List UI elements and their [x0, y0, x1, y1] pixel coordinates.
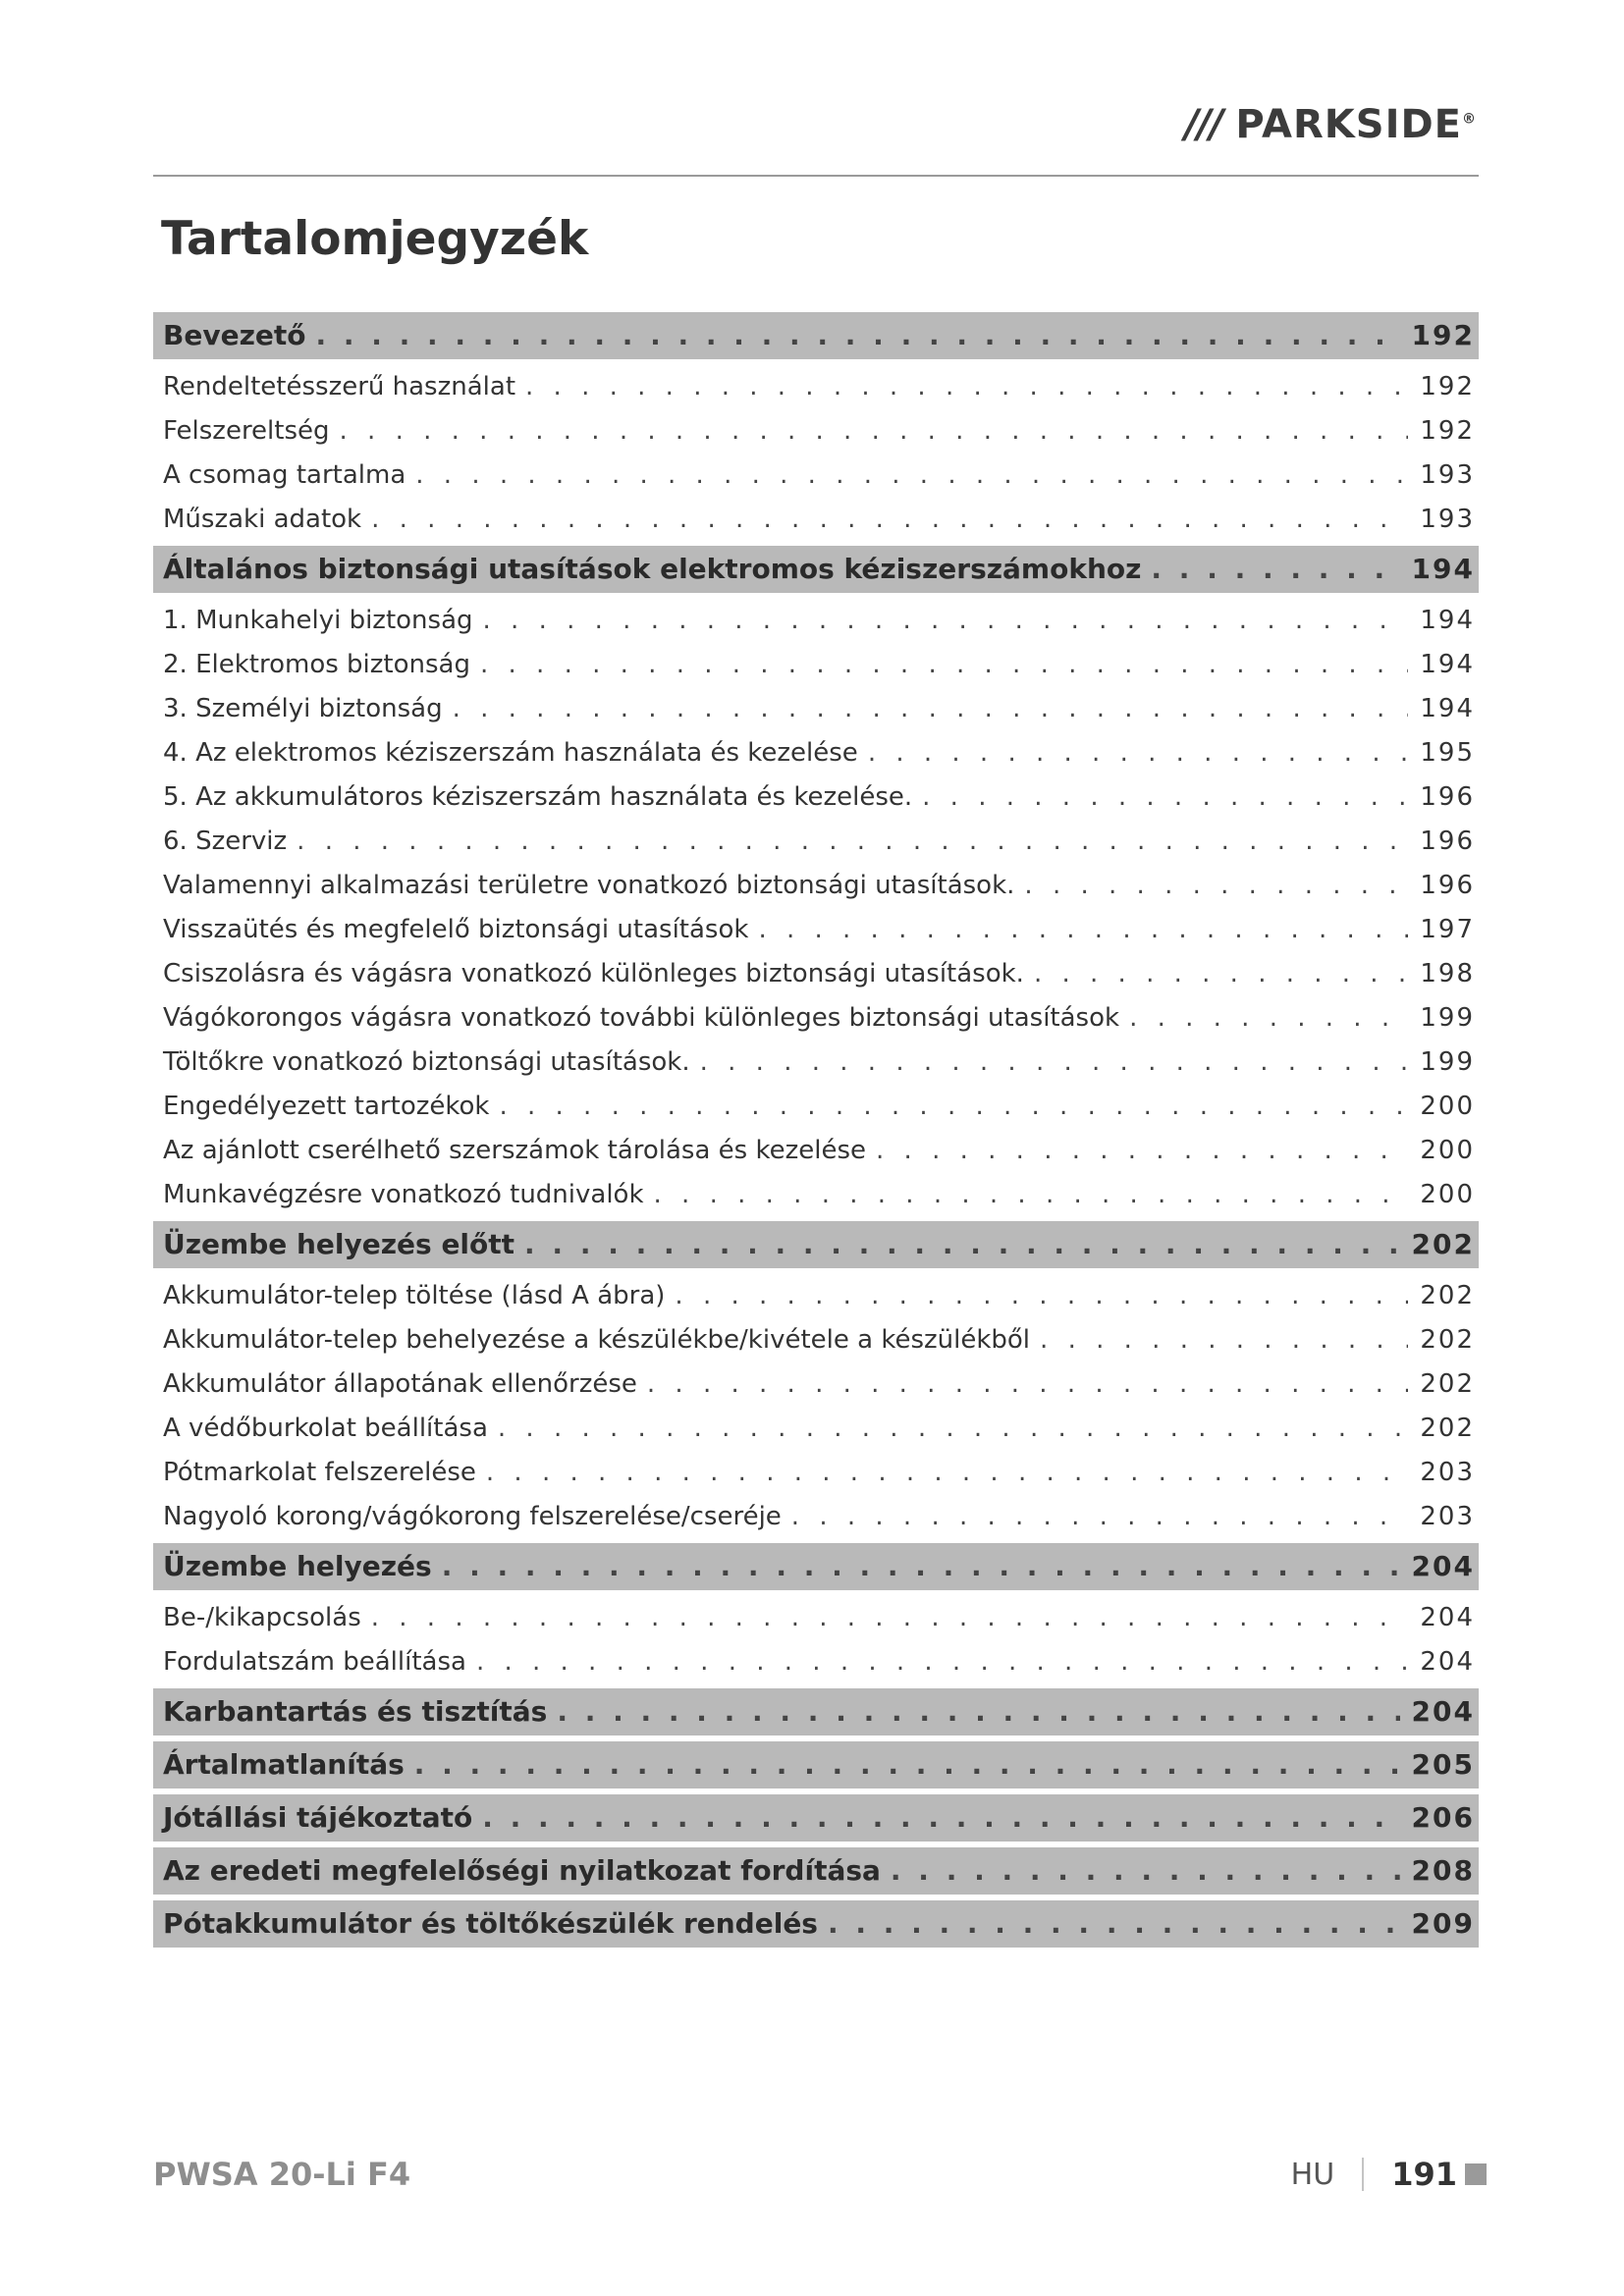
- toc-entry[interactable]: [153, 1274, 1479, 1318]
- toc-label: A védőburkolat beállítása: [163, 1414, 488, 1443]
- toc-dot-leader: [647, 1362, 1408, 1407]
- toc-page-number: 193: [1420, 505, 1475, 534]
- toc-page-number: 192: [1420, 416, 1475, 446]
- toc-entry[interactable]: [153, 365, 1479, 409]
- toc-page-number: 200: [1420, 1180, 1475, 1209]
- toc-dot-leader: [482, 1794, 1399, 1842]
- toc-label: 1. Munkahelyi biztonság: [163, 606, 473, 635]
- brand-name: PARKSIDE: [1235, 102, 1462, 147]
- toc-entry[interactable]: [153, 1041, 1479, 1085]
- toc-page-number: 204: [1420, 1603, 1475, 1632]
- toc-dot-leader: [453, 687, 1409, 731]
- toc-page-number: 209: [1411, 1907, 1475, 1940]
- toc-label: Műszaki adatok: [163, 505, 362, 534]
- toc-entry[interactable]: [153, 498, 1479, 542]
- toc-dot-leader: [525, 365, 1408, 409]
- toc-label: Bevezető: [163, 319, 306, 351]
- toc-page-number: 202: [1411, 1228, 1475, 1260]
- toc-label: Ártalmatlanítás: [163, 1748, 405, 1781]
- toc-label: Karbantartás és tisztítás: [163, 1695, 548, 1728]
- toc-label: Üzembe helyezés: [163, 1550, 432, 1582]
- toc-dot-leader: [499, 1085, 1408, 1129]
- toc-label: 6. Szerviz: [163, 827, 288, 856]
- toc-dot-leader: [791, 1495, 1409, 1539]
- toc-section[interactable]: [153, 1900, 1479, 1948]
- toc-entry[interactable]: [153, 1173, 1479, 1217]
- toc-dot-leader: [297, 820, 1408, 864]
- toc-page-number: 204: [1411, 1550, 1475, 1582]
- toc-entry[interactable]: [153, 1362, 1479, 1407]
- toc-dot-leader: [758, 908, 1408, 952]
- toc-entry[interactable]: [153, 643, 1479, 687]
- toc-label: Üzembe helyezés előtt: [163, 1228, 515, 1260]
- toc-label: Pótakkumulátor és töltőkészülék rendelés: [163, 1907, 818, 1940]
- toc-label: Akkumulátor-telep behelyezése a készülékbe/kivétele a készülékből: [163, 1325, 1031, 1355]
- toc-dot-leader: [1040, 1318, 1408, 1362]
- toc-page-number: 192: [1420, 372, 1475, 401]
- toc-label: 5. Az akkumulátoros kéziszerszám használata és kezelése.: [163, 782, 913, 812]
- toc-label: Munkavégzésre vonatkozó tudnivalók: [163, 1180, 644, 1209]
- toc-label: Be-/kikapcsolás: [163, 1603, 361, 1632]
- toc-section[interactable]: [153, 312, 1479, 359]
- toc-page-number: 203: [1420, 1502, 1475, 1531]
- toc-dot-leader: [340, 409, 1409, 454]
- toc-label: Akkumulátor-telep töltése (lásd A ábra): [163, 1281, 666, 1310]
- toc-page-number: 204: [1420, 1647, 1475, 1677]
- toc-entry[interactable]: [153, 908, 1479, 952]
- toc-section[interactable]: [153, 546, 1479, 593]
- toc-label: 4. Az elektromos kéziszerszám használata és kezelése: [163, 738, 858, 768]
- toc-page-number: 196: [1420, 782, 1475, 812]
- toc-label: Valamennyi alkalmazási területre vonatkozó biztonsági utasítások.: [163, 871, 1015, 900]
- toc-entry[interactable]: [153, 952, 1479, 996]
- toc-label: Engedélyezett tartozékok: [163, 1092, 490, 1121]
- toc-page-number: 202: [1420, 1281, 1475, 1310]
- toc-label: 3. Személyi biztonság: [163, 694, 443, 723]
- toc-page-number: 196: [1420, 871, 1475, 900]
- toc-dot-leader: [891, 1847, 1400, 1895]
- toc-dot-leader: [876, 1129, 1408, 1173]
- toc-label: Az ajánlott cserélhető szerszámok tárolása és kezelése: [163, 1136, 867, 1165]
- toc-dot-leader: [524, 1221, 1400, 1268]
- brand-slashes: ///: [1184, 102, 1222, 147]
- toc-entry[interactable]: [153, 1407, 1479, 1451]
- toc-label: Jótállási tájékoztató: [163, 1801, 473, 1834]
- toc-label: Csiszolásra és vágásra vonatkozó különleges biztonsági utasítások.: [163, 959, 1024, 988]
- toc-page-number: 200: [1420, 1092, 1475, 1121]
- toc-page-number: 194: [1420, 606, 1475, 635]
- toc-page-number: 208: [1411, 1854, 1475, 1887]
- toc-entry[interactable]: [153, 687, 1479, 731]
- footer-page-number: 191: [1391, 2156, 1457, 2193]
- toc-dot-leader: [483, 599, 1409, 643]
- toc-entry[interactable]: [153, 1129, 1479, 1173]
- header-divider: [153, 175, 1479, 177]
- toc-dot-leader: [414, 1741, 1400, 1789]
- toc-entry[interactable]: [153, 1085, 1479, 1129]
- toc-dot-leader: [476, 1640, 1408, 1684]
- toc-dot-leader: [315, 312, 1399, 359]
- toc-entry[interactable]: [153, 1495, 1479, 1539]
- table-of-contents: [153, 308, 1479, 1953]
- toc-dot-leader: [868, 731, 1409, 775]
- toc-label: Rendeltetésszerű használat: [163, 372, 516, 401]
- toc-page-number: 204: [1411, 1695, 1475, 1728]
- toc-page-number: 192: [1411, 319, 1475, 351]
- toc-page-number: 198: [1420, 959, 1475, 988]
- toc-dot-leader: [1129, 996, 1408, 1041]
- toc-label: Akkumulátor állapotának ellenőrzése: [163, 1369, 637, 1399]
- toc-entry[interactable]: [153, 1596, 1479, 1640]
- toc-section[interactable]: [153, 1794, 1479, 1842]
- page-title: Tartalomjegyzék: [161, 212, 589, 266]
- toc-page-number: 203: [1420, 1458, 1475, 1487]
- toc-page-number: 202: [1420, 1325, 1475, 1355]
- toc-label: A csomag tartalma: [163, 460, 406, 490]
- toc-dot-leader: [1024, 864, 1408, 908]
- toc-entry[interactable]: [153, 1451, 1479, 1495]
- toc-page-number: 200: [1420, 1136, 1475, 1165]
- toc-entry[interactable]: [153, 1318, 1479, 1362]
- toc-entry[interactable]: [153, 454, 1479, 498]
- toc-dot-leader: [486, 1451, 1408, 1495]
- toc-dot-leader: [415, 454, 1408, 498]
- toc-dot-leader: [700, 1041, 1409, 1085]
- toc-label: Általános biztonsági utasítások elektromos kéziszerszámokhoz: [163, 553, 1142, 585]
- toc-dot-leader: [498, 1407, 1408, 1451]
- toc-dot-leader: [371, 498, 1408, 542]
- toc-page-number: 199: [1420, 1003, 1475, 1033]
- toc-label: Az eredeti megfelelőségi nyilatkozat fordítása: [163, 1854, 881, 1887]
- toc-section[interactable]: [153, 1847, 1479, 1895]
- footer-separator: [1362, 2158, 1364, 2191]
- toc-label: Töltőkre vonatkozó biztonsági utasítások.: [163, 1047, 690, 1077]
- toc-page-number: 202: [1420, 1369, 1475, 1399]
- toc-page-number: 194: [1420, 694, 1475, 723]
- toc-entry[interactable]: [153, 599, 1479, 643]
- toc-page-number: 193: [1420, 460, 1475, 490]
- toc-label: Vágókorongos vágásra vonatkozó további különleges biztonsági utasítások: [163, 1003, 1120, 1033]
- toc-entry[interactable]: [153, 864, 1479, 908]
- toc-page-number: 194: [1411, 553, 1475, 585]
- toc-label: Felszereltség: [163, 416, 330, 446]
- toc-page-number: 197: [1420, 915, 1475, 944]
- toc-section[interactable]: [153, 1543, 1479, 1590]
- toc-label: 2. Elektromos biztonság: [163, 650, 470, 679]
- brand-logo: [1185, 102, 1477, 147]
- brand-registered-mark: ®: [1462, 111, 1477, 128]
- toc-page-number: 194: [1420, 650, 1475, 679]
- toc-entry[interactable]: [153, 409, 1479, 454]
- toc-section[interactable]: [153, 1741, 1479, 1789]
- footer-model: PWSA 20-Li F4: [153, 2156, 411, 2193]
- toc-label: Visszaütés és megfelelő biztonsági utasítások: [163, 915, 749, 944]
- footer-square-marker: [1465, 2163, 1487, 2185]
- toc-dot-leader: [922, 775, 1408, 820]
- toc-dot-leader: [828, 1900, 1400, 1948]
- toc-dot-leader: [1151, 546, 1399, 593]
- toc-dot-leader: [675, 1274, 1408, 1318]
- toc-page-number: 205: [1411, 1748, 1475, 1781]
- toc-dot-leader: [654, 1173, 1409, 1217]
- toc-page-number: 206: [1411, 1801, 1475, 1834]
- toc-label: Fordulatszám beállítása: [163, 1647, 466, 1677]
- toc-page-number: 196: [1420, 827, 1475, 856]
- toc-entry[interactable]: [153, 996, 1479, 1041]
- toc-dot-leader: [442, 1543, 1400, 1590]
- toc-dot-leader: [480, 643, 1408, 687]
- footer-language: HU: [1290, 2157, 1335, 2192]
- toc-entry[interactable]: [153, 1640, 1479, 1684]
- toc-dot-leader: [557, 1688, 1399, 1735]
- toc-page-number: 202: [1420, 1414, 1475, 1443]
- toc-dot-leader: [371, 1596, 1409, 1640]
- toc-entry[interactable]: [153, 820, 1479, 864]
- toc-entry[interactable]: [153, 775, 1479, 820]
- toc-dot-leader: [1034, 952, 1408, 996]
- toc-entry[interactable]: [153, 731, 1479, 775]
- toc-page-number: 195: [1420, 738, 1475, 768]
- footer-page-info: [1291, 2156, 1487, 2193]
- toc-page-number: 199: [1420, 1047, 1475, 1077]
- toc-section[interactable]: [153, 1221, 1479, 1268]
- toc-label: Pótmarkolat felszerelése: [163, 1458, 476, 1487]
- toc-label: Nagyoló korong/vágókorong felszerelése/cseréje: [163, 1502, 782, 1531]
- toc-section[interactable]: [153, 1688, 1479, 1735]
